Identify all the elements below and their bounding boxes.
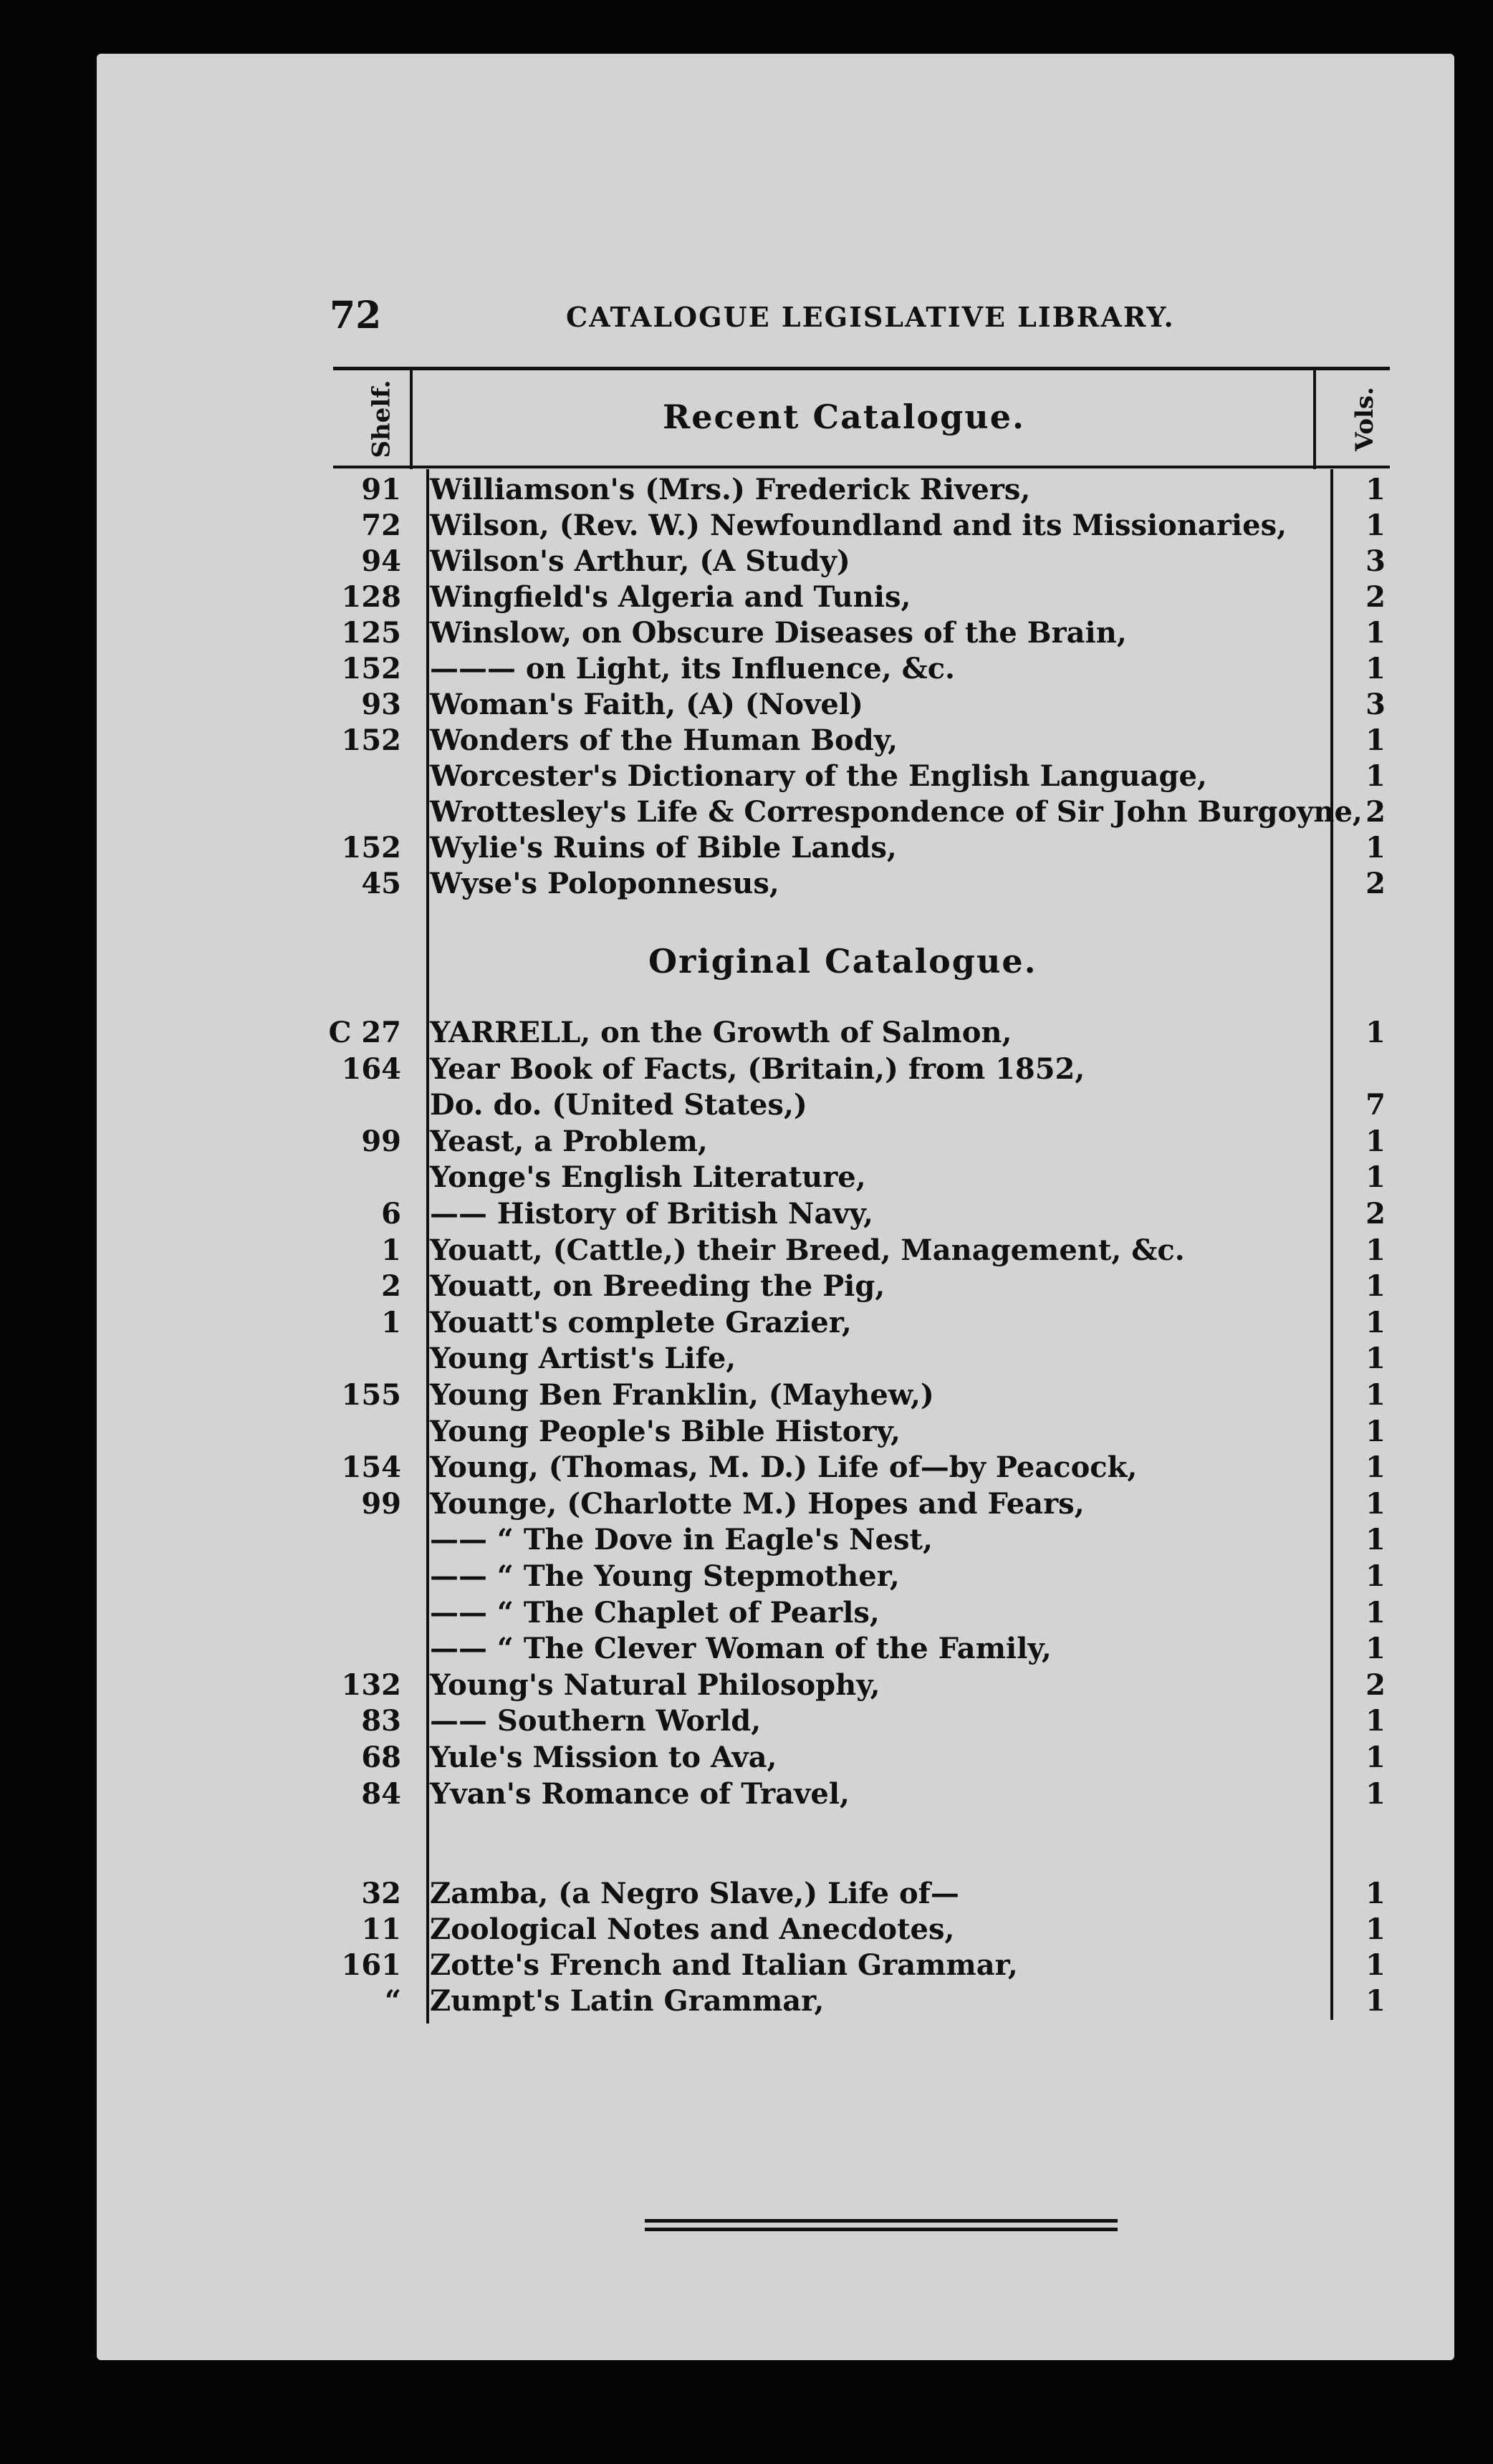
entry-title: Youatt, (Cattle,) their Breed, Management, &c. — [430, 1233, 1185, 1267]
entry-title: Wingfield's Algeria and Tunis, — [430, 580, 911, 614]
list-item — [0, 1632, 1493, 1667]
shelf-number: 99 — [361, 1486, 401, 1521]
shelf-number: 125 — [341, 616, 401, 650]
entry-title: —— “ The Young Stepmother, — [430, 1559, 900, 1593]
volume-count: 1 — [1365, 1016, 1386, 1049]
volume-count: 7 — [1365, 1088, 1386, 1122]
shelf-number: 83 — [361, 1704, 401, 1738]
volume-count: 1 — [1365, 1559, 1386, 1593]
list-item — [0, 1160, 1493, 1196]
entry-title: —— “ The Dove in Eagle's Nest, — [430, 1523, 933, 1557]
shelf-number: 132 — [341, 1667, 401, 1702]
entry-title: Yvan's Romance of Travel, — [430, 1776, 850, 1811]
volume-count: 2 — [1365, 1197, 1386, 1231]
entry-title: Young Ben Franklin, (Mayhew,) — [430, 1378, 934, 1412]
entry-title: Wrottesley's Life & Correspondence of Sir John Burgoyne, — [430, 795, 1363, 829]
list-item — [0, 831, 1493, 867]
entry-title: Zumpt's Latin Grammar, — [430, 1984, 825, 2018]
shelf-number: 1 — [381, 1305, 401, 1339]
shelf-number: 155 — [341, 1378, 401, 1412]
shelf-number: 84 — [361, 1776, 401, 1811]
volume-count: 1 — [1365, 1486, 1386, 1521]
volume-count: 1 — [1365, 1632, 1386, 1666]
volume-count: 1 — [1365, 473, 1386, 506]
entry-title: —— “ The Chaplet of Pearls, — [430, 1595, 880, 1630]
list-item — [0, 867, 1493, 903]
list-item — [0, 1197, 1493, 1233]
volume-count: 1 — [1365, 1233, 1386, 1267]
section-title-original: Original Catalogue. — [648, 942, 1037, 981]
volume-count: 1 — [1365, 616, 1386, 650]
volume-count: 1 — [1365, 723, 1386, 757]
entry-title: Yule's Mission to Ava, — [430, 1741, 777, 1774]
page-number: 72 — [330, 294, 382, 337]
shelf-number: 68 — [361, 1741, 401, 1774]
list-item — [0, 1016, 1493, 1051]
volume-count: 1 — [1365, 652, 1386, 685]
volume-count: 1 — [1365, 1948, 1386, 1982]
volume-count: 1 — [1365, 1776, 1386, 1811]
list-item — [0, 1269, 1493, 1305]
shelf-number: 94 — [361, 544, 401, 578]
volume-count: 2 — [1365, 580, 1386, 614]
volume-count: 1 — [1365, 1450, 1386, 1485]
entry-title: Wyse's Poloponnesus, — [430, 867, 779, 900]
list-item — [0, 616, 1493, 652]
list-item — [0, 1523, 1493, 1559]
list-item — [0, 1984, 1493, 2020]
shelf-number: 154 — [341, 1450, 401, 1485]
list-item — [0, 1378, 1493, 1414]
list-item — [0, 652, 1493, 688]
entry-title: Worcester's Dictionary of the English Language, — [430, 759, 1207, 793]
entry-title: YARRELL, on the Growth of Salmon, — [430, 1016, 1012, 1049]
entry-title: Young's Natural Philosophy, — [430, 1667, 880, 1702]
shelf-number: 2 — [381, 1269, 401, 1304]
shelf-number: “ — [384, 1984, 401, 2018]
volume-count: 2 — [1365, 1667, 1386, 1702]
shelf-number: 99 — [361, 1124, 401, 1158]
shelf-column-header: Shelf. — [367, 380, 396, 458]
list-item — [0, 1415, 1493, 1450]
shelf-number: 161 — [341, 1948, 401, 1982]
entry-title: Zoological Notes and Anecdotes, — [430, 1912, 955, 1946]
entry-title: Zotte's French and Italian Grammar, — [430, 1948, 1018, 1982]
shelf-number: 11 — [361, 1912, 401, 1946]
list-item — [0, 1704, 1493, 1740]
shelf-number: 152 — [341, 652, 401, 685]
list-item — [0, 1487, 1493, 1523]
list-item — [0, 1306, 1493, 1342]
entry-title: Williamson's (Mrs.) Frederick Rivers, — [430, 473, 1031, 506]
volume-count: 1 — [1365, 1877, 1386, 1910]
shelf-number: 91 — [361, 473, 401, 506]
entry-title: Yeast, a Problem, — [430, 1124, 708, 1158]
list-item — [0, 473, 1493, 509]
shelf-number: 72 — [361, 509, 401, 542]
list-item — [0, 1948, 1493, 1984]
list-item — [0, 1450, 1493, 1486]
entry-title: Wylie's Ruins of Bible Lands, — [430, 831, 897, 865]
list-item — [0, 1741, 1493, 1776]
list-item — [0, 1559, 1493, 1595]
entry-title: —— History of British Navy, — [430, 1197, 873, 1231]
volume-count: 1 — [1365, 831, 1386, 865]
volume-count: 1 — [1365, 1305, 1386, 1339]
list-item — [0, 1125, 1493, 1160]
entry-title: —— “ The Clever Woman of the Family, — [430, 1632, 1052, 1666]
table-top-rule — [333, 367, 1390, 370]
entry-title: Youatt, on Breeding the Pig, — [430, 1269, 885, 1304]
vols-column-divider — [1313, 369, 1316, 469]
list-item — [0, 688, 1493, 723]
entry-title: Youatt's complete Grazier, — [430, 1305, 852, 1339]
list-item — [0, 1233, 1493, 1269]
volume-count: 1 — [1365, 1160, 1386, 1195]
volume-count: 1 — [1365, 1124, 1386, 1158]
shelf-number: C 27 — [328, 1016, 401, 1049]
volume-count: 1 — [1365, 1595, 1386, 1630]
list-item — [0, 580, 1493, 616]
volume-count: 1 — [1365, 1741, 1386, 1774]
volume-count: 1 — [1365, 509, 1386, 542]
entry-title: Wonders of the Human Body, — [430, 723, 898, 757]
entry-title: ——— on Light, its Influence, &c. — [430, 652, 955, 685]
volume-count: 3 — [1365, 688, 1386, 721]
volume-count: 1 — [1365, 1704, 1386, 1738]
volume-count: 1 — [1365, 1912, 1386, 1946]
shelf-column-divider — [410, 369, 413, 469]
list-item — [0, 1877, 1493, 1912]
shelf-number: 128 — [341, 580, 401, 614]
volume-count: 2 — [1365, 867, 1386, 900]
section-title-recent: Recent Catalogue. — [663, 398, 1025, 436]
volume-count: 1 — [1365, 1523, 1386, 1557]
list-item — [0, 795, 1493, 831]
header-bottom-rule — [333, 466, 1390, 468]
closing-rule-top — [645, 2219, 1118, 2223]
volume-count: 1 — [1365, 1342, 1386, 1376]
shelf-number: 164 — [341, 1051, 401, 1086]
shelf-number: 152 — [341, 831, 401, 865]
volume-count: 1 — [1365, 1269, 1386, 1304]
volume-count: 1 — [1365, 1378, 1386, 1412]
volume-count: 2 — [1365, 795, 1386, 829]
entry-title: Wilson, (Rev. W.) Newfoundland and its Missionaries, — [430, 509, 1287, 542]
list-item — [0, 509, 1493, 544]
list-item — [0, 544, 1493, 580]
list-item — [0, 1596, 1493, 1632]
entry-title: Year Book of Facts, (Britain,) from 1852, — [430, 1051, 1085, 1086]
shelf-number: 1 — [381, 1233, 401, 1267]
list-item — [0, 1912, 1493, 1948]
shelf-number: 152 — [341, 723, 401, 757]
list-item — [0, 1342, 1493, 1377]
shelf-number: 93 — [361, 688, 401, 721]
entry-title: Young, (Thomas, M. D.) Life of—by Peacock, — [430, 1450, 1138, 1485]
entry-title: Young People's Bible History, — [430, 1414, 901, 1448]
entry-title: —— Southern World, — [430, 1704, 762, 1738]
list-item — [0, 723, 1493, 759]
list-item — [0, 1777, 1493, 1813]
shelf-number: 45 — [361, 867, 401, 900]
shelf-number: 6 — [381, 1197, 401, 1231]
entry-title: Yonge's English Literature, — [430, 1160, 866, 1195]
entry-title: Wilson's Arthur, (A Study) — [430, 544, 850, 578]
closing-rule-bottom — [645, 2228, 1118, 2231]
shelf-number: 32 — [361, 1877, 401, 1910]
running-title: CATALOGUE LEGISLATIVE LIBRARY. — [566, 301, 1175, 333]
entry-title: Young Artist's Life, — [430, 1342, 736, 1376]
entry-title: Woman's Faith, (A) (Novel) — [430, 688, 863, 721]
entry-title: Do. do. (United States,) — [430, 1088, 807, 1122]
volume-count: 1 — [1365, 1984, 1386, 2018]
entry-title: Younge, (Charlotte M.) Hopes and Fears, — [430, 1486, 1085, 1521]
entry-title: Zamba, (a Negro Slave,) Life of— — [430, 1877, 959, 1910]
vols-column-header: Vols. — [1350, 387, 1379, 451]
volume-count: 1 — [1365, 1414, 1386, 1448]
list-item — [0, 1052, 1493, 1088]
volume-count: 3 — [1365, 544, 1386, 578]
list-item — [0, 1088, 1493, 1124]
list-item — [0, 1668, 1493, 1704]
entry-title: Winslow, on Obscure Diseases of the Brain, — [430, 616, 1127, 650]
volume-count: 1 — [1365, 759, 1386, 793]
list-item — [0, 759, 1493, 795]
